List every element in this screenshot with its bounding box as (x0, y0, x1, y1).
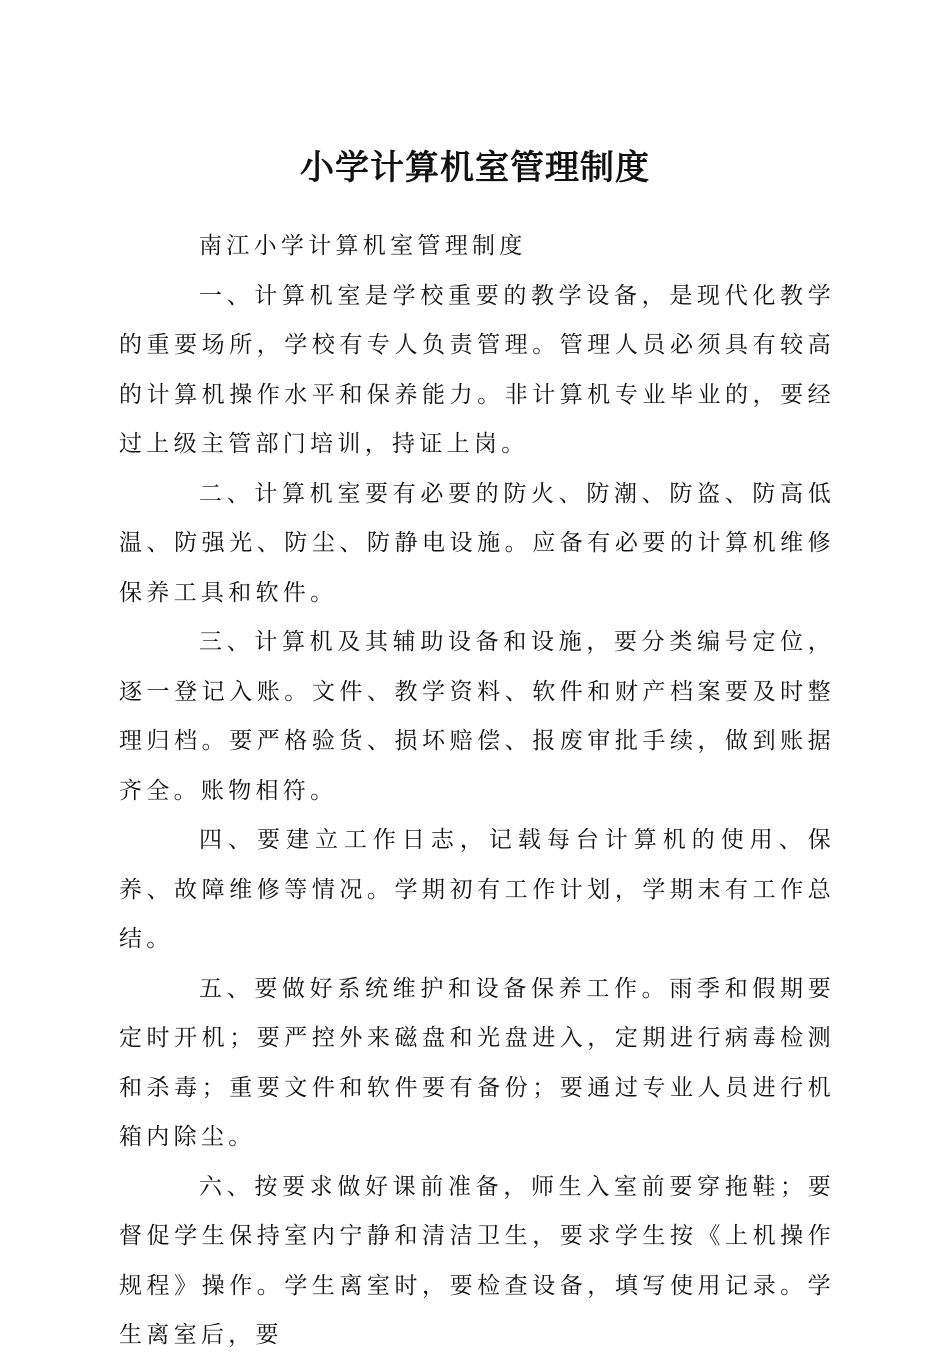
paragraph-2: 二、计算机室要有必要的防火、防潮、防盗、防高低温、防强光、防尘、防静电设施。应备有必要的计算机维修保养工具和软件。 (119, 480, 835, 606)
paragraph-1: 一、计算机室是学校重要的教学设备，是现代化教学的重要场所，学校有专人负责管理。管理人员必须具有较高的计算机操作水平和保养能力。非计算机专业毕业的，要经过上级主管部门培训，持证上岗。 (119, 282, 835, 457)
paragraph-3: 三、计算机及其辅助设备和设施，要分类编号定位，逐一登记入账。文件、教学资料、软件和财产档案要及时整理归档。要严格验货、损坏赔偿、报废审批手续，做到账据齐全。账物相符。 (119, 629, 835, 804)
paragraph-5: 五、要做好系统维护和设备保养工作。雨季和假期要定时开机；要严控外来磁盘和光盘进入，定期进行病毒检测和杀毒；重要文件和软件要有备份；要通过专业人员进行机箱内除尘。 (119, 975, 835, 1150)
document-subtitle: 南江小学计算机室管理制度 (199, 233, 527, 259)
document-title: 小学计算机室管理制度 (300, 148, 650, 188)
document-body (119, 222, 835, 1361)
paragraph-6: 六、按要求做好课前准备，师生入室前要穿拖鞋；要督促学生保持室内宁静和清洁卫生，要求学生按《上机操作规程》操作。学生离室时，要检查设备，填写使用记录。学生离室后，要 (119, 1173, 835, 1348)
paragraph-4: 四、要建立工作日志，记载每台计算机的使用、保养、故障维修等情况。学期初有工作计划，学期末有工作总结。 (119, 827, 835, 952)
